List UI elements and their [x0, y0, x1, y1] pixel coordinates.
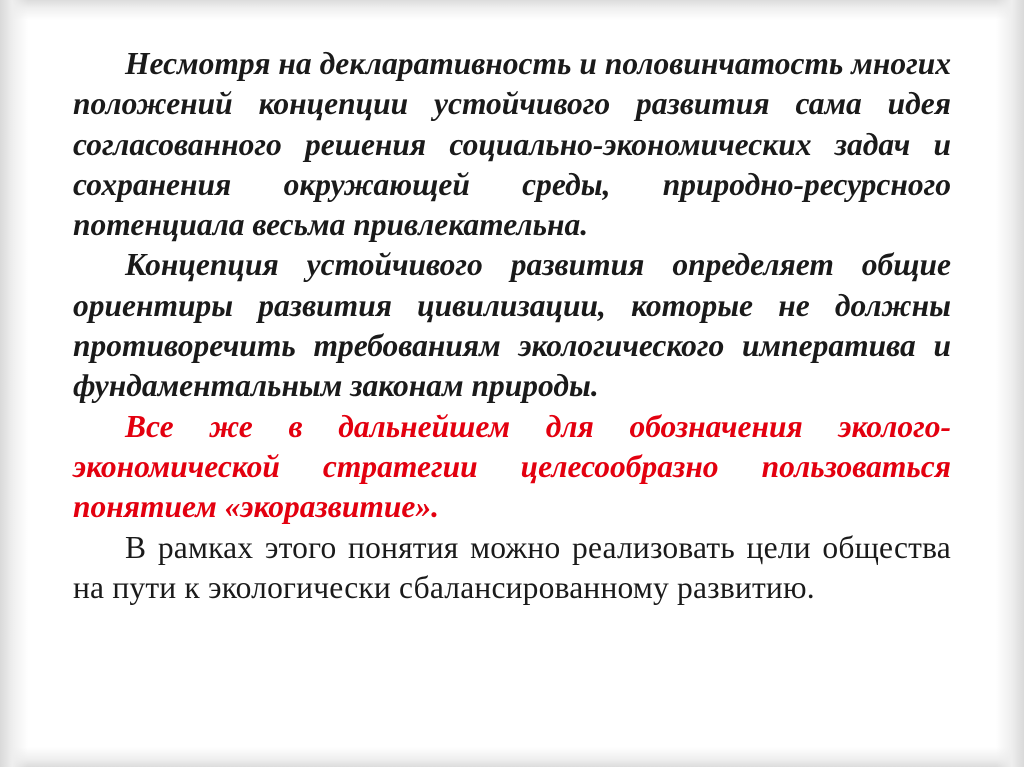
paragraph-sustainable-development-concept: Концепция устойчивого развития определяет общие ориентиры развития цивилизации, которые не должны противоречить требованиям экологического императива и фундаментальным законам природы. — [73, 247, 951, 404]
slide-body — [73, 44, 951, 608]
paragraph-ecodevelopment-highlight: Все же в дальнейшем для обозначения эколого-экономической стратегии целесообразно пользоваться понятием «экоразвитие». — [73, 408, 951, 525]
paragraph-declarativeness: Несмотря на декларативность и половинчатость многих положений концепции устойчивого развития сама идея согласованного решения социально-экономических задач и сохранения окружающей среды, природно-ресурсного потенциала весьма привлекательна. — [73, 46, 951, 243]
paragraph-balanced-development: В рамках этого понятия можно реализовать цели общества на пути к экологически сбалансированному развитию. — [73, 529, 951, 605]
